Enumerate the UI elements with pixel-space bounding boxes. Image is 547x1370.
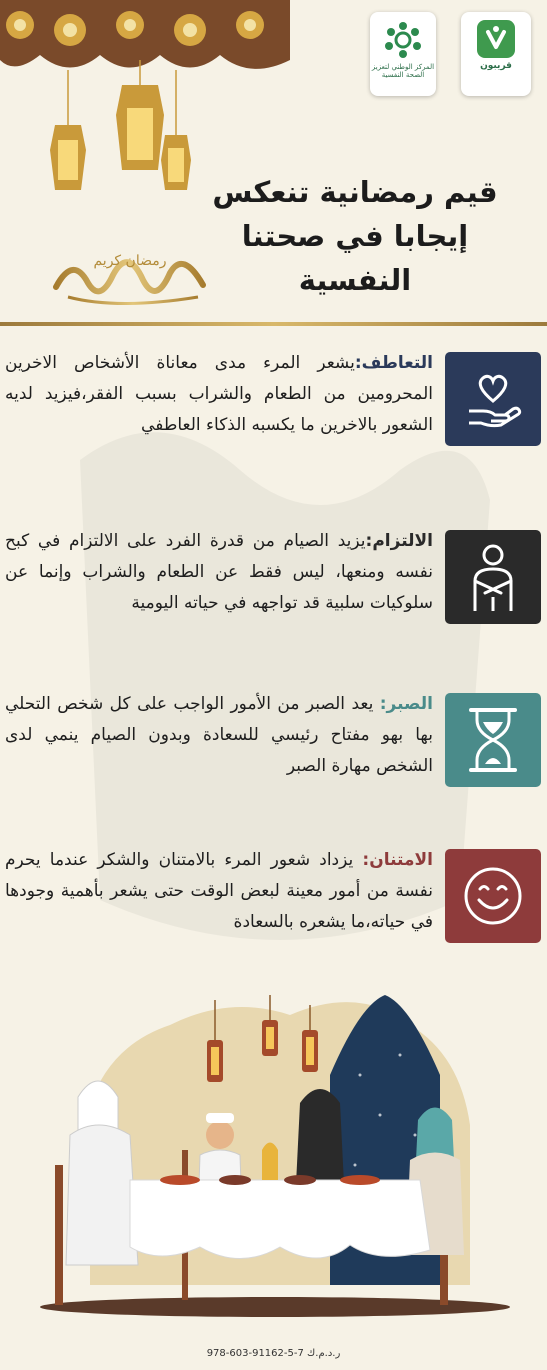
empathy-icon-box	[445, 352, 541, 446]
qaribun-emblem-icon	[477, 20, 515, 58]
title-line: النفسية	[298, 263, 412, 297]
ramadan-kareem-calligraphy	[48, 235, 213, 315]
qaribun-logo	[461, 12, 531, 96]
value-item-text	[5, 689, 433, 782]
ncmh-logo	[370, 12, 436, 96]
gratitude-icon-box	[445, 849, 541, 943]
title-line: قيم رمضانية تنعكس	[212, 175, 498, 209]
patience-icon-box	[445, 693, 541, 787]
value-item-heading: التعاطف:	[354, 353, 433, 373]
value-item-body: يزيد الصيام من قدرة الفرد على الالتزام في كبح نفسه ومنعها، ليس فقط عن الطعام والشراب وإنما عن سلوكيات سلبية قد تواجهه في حياته اليومية	[5, 531, 433, 613]
isbn-number: 978-603-91162-5-7	[206, 1348, 304, 1359]
value-item-body: يشعر المرء مدى معاناة الأشخاص الاخرين المحرومين من الطعام والشراب بسبب الفقر،فيزيد لديه الشعور بالاخرين ما يكسبه الذكاء العاطفي	[5, 353, 433, 435]
value-item-heading: الصبر:	[379, 694, 433, 714]
value-item-heading: الامتنان:	[362, 850, 433, 870]
isbn-line	[0, 1348, 547, 1359]
value-item-text	[5, 845, 433, 938]
value-item-heading: الالتزام:	[365, 531, 433, 551]
hourglass-icon	[465, 704, 521, 776]
gold-divider	[0, 322, 547, 326]
value-item-text	[5, 348, 433, 441]
heart-hand-icon	[461, 367, 525, 431]
calligraphy-text: رمضان كريم	[93, 253, 167, 269]
commitment-icon-box	[445, 530, 541, 624]
title-line: إيجابا في صحتنا	[241, 219, 469, 253]
value-item-body: يعد الصبر من الأمور الواجب على كل شخص التحلي بها بهو مفتاح رئيسي للسعادة وبدون الصيام ينمي لدى الشخص مهارة الصبر	[5, 694, 433, 776]
isbn-prefix: ر.د.م.ك	[307, 1348, 341, 1359]
value-item-body: يزداد شعور المرء بالامتنان والشكر عندما يحرم نفسة من أمور معينة لبعض الوقت حتى يشعر بأهمية وجودها في حياته،ما يشعره بالسعادة	[5, 850, 433, 932]
family-iftar-illustration	[30, 985, 520, 1330]
qaribun-logo-text: قريبون	[480, 61, 512, 71]
person-hug-icon	[461, 541, 525, 613]
page-title	[195, 170, 515, 302]
value-item-text	[5, 526, 433, 619]
smile-icon	[461, 864, 525, 928]
ncmh-emblem-icon	[383, 20, 423, 60]
ncmh-logo-text: المركز الوطني لتعزيز الصحة النفسية	[371, 63, 435, 79]
